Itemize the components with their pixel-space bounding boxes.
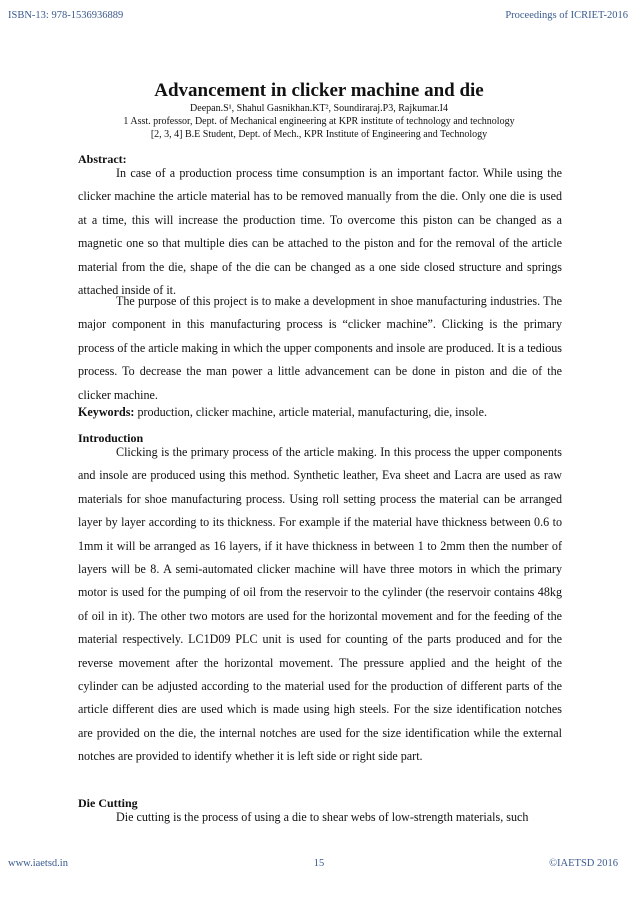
proceedings-header: Proceedings of ICRIET-2016	[505, 10, 628, 21]
footer-copyright: ©IAETSD 2016	[549, 858, 618, 869]
abstract-paragraph-1: In case of a production process time consumption is an important factor. While using the clicker machine the article material has to be removed manually from the die. Only one die is used at a time, this will increase the production time. To overcome this piston can be changed as a magnetic one so that multiple dies can be attached to the piston and for the removal of the article material from the die, shape of the die can be changed as a one side closed structure and springs attached inside of it.	[78, 166, 562, 298]
footer-site: www.iaetsd.in	[8, 858, 68, 869]
die-cutting-heading: Die Cutting	[78, 796, 138, 810]
abstract-heading: Abstract:	[78, 152, 127, 166]
introduction-paragraph: Clicking is the primary process of the article making. In this process the upper components and insole are produced using this method. Synthetic leather, Eva sheet and Lacra are used as raw materials for shoe manufacturing process. Using roll setting process the material can be arranged layer by layer according to its thickness. For example if the material have thickness between 0.6 to 1mm it will be arranged as 16 layers, if it have thickness in between 1 to 2mm then the number of layers will be 8. A semi-automated clicker machine will have three motors in which the primary motor is used for the pumping of oil from the reservoir to the cylinder (the reservoir contains 48kg of oil in it). The other two motors are used for the horizontal movement and for the feeding of the material respectively. LC1D09 PLC unit is used for counting of the parts produced and for the reverse movement after the horizontal movement. The pressure applied and the height of the cylinder can be adjusted according to the material used for the production of different parts of the article different dies are used which is made using high steels. For the size identification notches are provided on the die, the internal notches are used for the size identification while the external notches are provided to identify whether it is left side or right side part.	[78, 445, 562, 764]
author-list: Deepan.S¹, Shahul Gasnikhan.KT², Soundiraraj.P3, Rajkumar.I4	[190, 103, 448, 114]
keywords-text: production, clicker machine, article material, manufacturing, die, insole.	[134, 405, 488, 419]
page-number: 15	[313, 858, 325, 869]
keywords-label: Keywords:	[78, 405, 135, 419]
paper-title: Advancement in clicker machine and die	[154, 80, 484, 101]
affiliation-1: 1 Asst. professor, Dept. of Mechanical engineering at KPR institute of technology and technology	[123, 116, 515, 127]
abstract-paragraph-2: The purpose of this project is to make a development in shoe manufacturing industries. The major component in this manufacturing process is “clicker machine”. Clicking is the primary process of the article making in which the upper components and insole are produced. It is a tedious process. To decrease the man power a little advancement can be done in piston and die of the clicker machine.	[78, 294, 562, 402]
affiliation-2: [2, 3, 4] B.E Student, Dept. of Mech., KPR Institute of Engineering and Technology	[150, 129, 488, 140]
isbn-header: ISBN-13: 978-1536936889	[8, 10, 124, 21]
introduction-heading: Introduction	[78, 431, 144, 445]
die-cutting-paragraph: Die cutting is the process of using a die to shear webs of low-strength materials, such	[116, 810, 529, 824]
keywords-line	[78, 404, 562, 420]
